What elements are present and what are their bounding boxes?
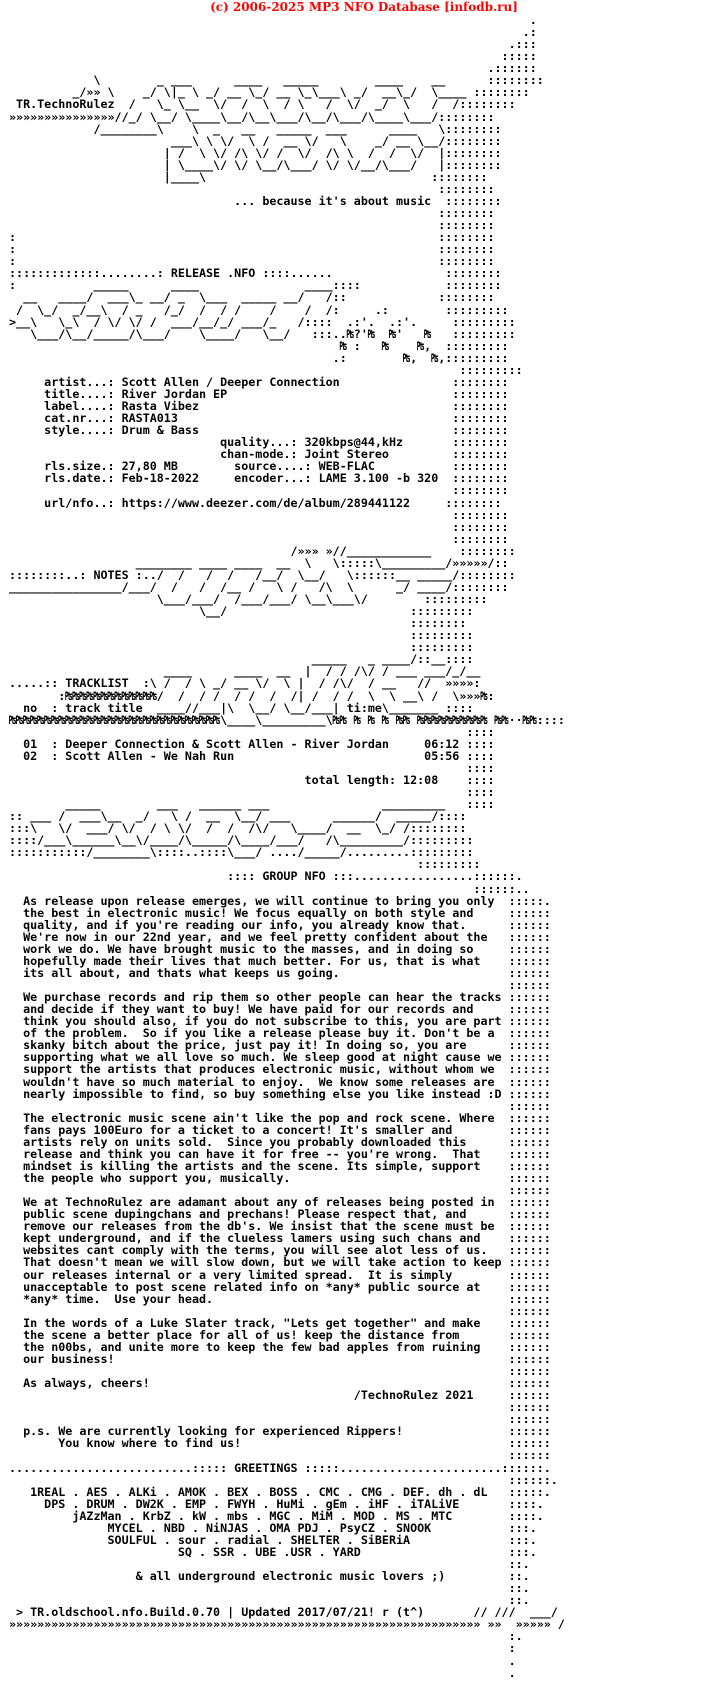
nfo-line: In the words of a Luke Slater track, "Lets get together" and make ::::::: [9, 1315, 551, 1330]
nfo-line: and decide if they want to buy! We have paid for our records and ::::::: [9, 1002, 551, 1017]
nfo-line: mindset is killing the artists and the scene. Its simple, support ::::::: [9, 1158, 551, 1173]
nfo-line: supporting what we all love so much. We sleep good at night cause we ::::::: [9, 1050, 551, 1065]
nfo-line: _____ ___ ______ ___ _________ ::::: [9, 797, 495, 812]
nfo-line: jAZzMan . KrbZ . kW . mbs . MGC . MiM . MOD . MS . MTC ::::.: [9, 1508, 544, 1523]
nfo-line: style....: Drum & Bass ::::::::: [9, 423, 509, 438]
nfo-line: rls.size.: 27,80 MB source....: WEB-FLAC ::::::::: [9, 459, 509, 474]
nfo-line: its all about, and thats what keeps us going. ::::::: [9, 965, 551, 980]
nfo-line: ::::::::: [9, 483, 509, 498]
nfo-line: | / \ \/ /\ \/ / \/ /\ \ / / \/ |::::::::: [9, 145, 502, 160]
nfo-line: /________\ \ _ __ _____ ___ ____ \::::::::: [9, 121, 502, 136]
nfo-line: MYCEL . NBD . NiNJAS . OMA PDJ . PsyCZ . SNOOK :::.: [9, 1520, 537, 1535]
nfo-line: :::\ \/ ___/ \/ / \ \/ / / /\/ \____/ __ \_/ /::::::::: [9, 821, 467, 836]
nfo-line: ::.: [9, 1557, 530, 1571]
nfo-line: __ ____/ ___\_ __/ _ \___ _____ __/ /:: ::::::::: [9, 290, 495, 305]
nfo-line: | \____\/ \/ \__/\___/ \/ \/__/\___/ |::::::::: [9, 157, 502, 172]
nfo-line: :: ___ / ___\__ _/ \ / __ \__/ ___ ______/ _____/::::: [9, 809, 467, 824]
nfo-line: artists rely on units sold. Since you probably downloaded this ::::::: [9, 1134, 551, 1149]
nfo-line: ____ ____ __ | / / /\/ / ___ ___/_/__: [9, 664, 481, 679]
nfo-line: ₧₧₧₧₧₧₧₧₧₧₧₧₧₧₧₧₧₧₧₧₧₧₧₧₧₧₧₧₧₧\____\_________\₧₧ ₧ ₧ ₧ ₧₧ ₧₧₧₧₧₧₧₧₧₧ ₧₧··₧₧::::: [9, 712, 565, 727]
nfo-line: /TechnoRulez 2021 ::::::: [9, 1388, 551, 1403]
nfo-line: That doesn't mean we will slow down, but we will take action to keep ::::::: [9, 1255, 551, 1270]
nfo-line: > TR.oldschool.nfo.Build.0.70 | Updated 2017/07/21! r (t^) // /// ___/: [9, 1605, 558, 1620]
nfo-line: websites cant comply with the terms, you will see alot less of us. ::::::: [9, 1243, 551, 1258]
nfo-line: ::::: [9, 760, 495, 775]
nfo-line: ::::::: [9, 1098, 551, 1113]
nfo-line: wouldn't have so much material to enjoy. We know some releases are ::::::: [9, 1074, 551, 1089]
nfo-line: ::::::: [9, 1448, 551, 1463]
nfo-line: cat.nr...: RASTA013 ::::::::: [9, 411, 509, 426]
nfo-line: _/»» \ _/ \|_ \ _/ __ \_/ __ \_\___\ _/ __\_/ \____ ::::::::: [9, 85, 530, 100]
nfo-line: & all underground electronic music lovers ;) ::.: [9, 1569, 530, 1584]
nfo-line: : _____ ____ ____:::: ::::::::: [9, 278, 502, 293]
nfo-line: ::::: [9, 785, 495, 799]
nfo-line: ::::::::: [9, 181, 495, 196]
nfo-line: SOULFUL . sour . radial . SHELTER . SiBERiA :::.: [9, 1532, 537, 1547]
nfo-line: >__\ \_\ / \/ \/ / ___/__/_/ ___/_ /:::: .:'. .:'. :::::::::: [9, 314, 516, 329]
nfo-line: ::::::: [9, 1183, 551, 1198]
nfo-line: our releases internal or a very limited spread. It is simply ::::::: [9, 1267, 551, 1282]
nfo-line: :: [9, 1641, 516, 1656]
nfo-line: ::::::..: [9, 881, 530, 896]
nfo-line: \___/\__/_____/\___/ \____/ \__/ :::..₧?'₧ ₧' ₧ :::::::::: [9, 326, 516, 341]
nfo-line: artist...: Scott Allen / Deeper Connection ::::::::: [9, 374, 509, 389]
nfo-line: chan-mode.: Joint Stereo ::::::::: [9, 447, 509, 462]
nfo-line: total length: 12:08 ::::: [9, 772, 495, 787]
nfo-line: We at TechnoRulez are adamant about any of releases being posted in ::::::: [9, 1195, 551, 1210]
nfo-line: : ::::::::: [9, 254, 495, 269]
nfo-line: We're now in our 22nd year, and we feel pretty confident about the ::::::: [9, 929, 551, 944]
nfo-line: :::::::::: [9, 362, 523, 377]
nfo-line: ___\ \ \/ \ / __ \/ \ _/ __ \__/::::::::: [9, 133, 502, 148]
nfo-line: rls.date.: Feb-18-2022 encoder...: LAME 3.100 -b 320 ::::::::: [9, 471, 509, 486]
nfo-line: »»»»»»»»»»»»»»»»»»»»»»»»»»»»»»»»»»»»»»»»»»»»»»»»»»»»»»»»»»»»»»»»»»» »» »»»»» /: [9, 1617, 565, 1632]
nfo-line: ::.: [9, 1593, 530, 1608]
nfo-line: ::::::: [9, 978, 551, 992]
nfo-line: ::::::::: [9, 519, 509, 534]
nfo-line: : ::::::::: [9, 230, 495, 245]
nfo-line: url/nfo..: https://www.deezer.com/de/album/289441122 ::::::::: [9, 495, 502, 510]
nfo-line: ::::::::: [9, 507, 509, 522]
nfo-line: ::::::::: [9, 531, 509, 546]
nfo-line: You know where to find us! ::::::: [9, 1436, 551, 1451]
nfo-line: :::::::::: [9, 857, 481, 872]
nfo-line: \ _ ___ ____ _____ ____ __ ::::::::: [9, 73, 544, 88]
nfo-line: of the problem. So if you like a release please buy it. Don't be a ::::::: [9, 1026, 551, 1041]
nfo-line: ::.: [9, 1581, 530, 1596]
nfo-line: hopefully made their lives that much better. For us, that is what ::::::: [9, 953, 551, 968]
nfo-line: \___/___/ /___/___/ \__\___\/ :::::::::: [9, 592, 488, 606]
nfo-line: unacceptable to post scene related info on *any* public source at ::::::: [9, 1279, 551, 1294]
nfo-line: DPS . DRUM . DW2K . EMP . FWYH . HuMi . gEm . iHF . iTALiVE ::::.: [9, 1496, 544, 1511]
nfo-line: / \_/ _/__\ / _ /_/ / / / / / /: .: :::::::::: [9, 302, 509, 317]
nfo-line: :::::::::: [9, 640, 474, 655]
nfo-line: :::::::::::/________\::::..::::\___/ ..../_____/.........:::::::::: [9, 845, 474, 860]
nfo-line: As release upon release emerges, we will continue to bring you only :::::.: [9, 893, 551, 908]
nfo-line: remove our releases from the db's. We insist that the scene must be ::::::: [9, 1219, 551, 1234]
nfo-line: 1REAL . AES . ALKi . AMOK . BEX . BOSS . CMC . CMG . DEF. dh . dL :::::.: [9, 1484, 551, 1499]
nfo-line: _____ _ ____/::__::::: [9, 652, 474, 667]
nfo-line: .::::::: [9, 61, 537, 76]
nfo-line: the scene a better place for all of us! keep the distance from ::::::: [9, 1327, 551, 1342]
nfo-line: quality, and if you're reading our info, you already know that. ::::::: [9, 917, 551, 932]
nfo-line: ::::::: [9, 1400, 551, 1415]
nfo-line: 02 : Scott Allen - We Nah Run 05:56 ::::: [9, 748, 495, 763]
nfo-line: ::::::.: [9, 1472, 558, 1487]
nfo-line: :.: [9, 1629, 523, 1644]
nfo-line: :::: GROUP NFO :::.................::::::.: [9, 869, 523, 884]
nfo-line: ________ ____ ____ __ \ \:::::\_________/»»»»»/::: [9, 555, 509, 570]
nfo-line: the people who support you, musically. ::::::: [9, 1171, 551, 1185]
nfo-line: 01 : Deeper Connection & Scott Allen - River Jordan 06:12 ::::: [9, 736, 495, 751]
nfo-line: ::::::::: [9, 616, 467, 631]
nfo-line: skanky bitch about the price, just pay it! In doing so, you are ::::::: [9, 1038, 551, 1053]
nfo-line: As always, cheers! ::::::: [9, 1376, 551, 1391]
nfo-line: We purchase records and rip them so other people can hear the tracks ::::::: [9, 990, 551, 1005]
nfo-line: .....:: TRACKLIST :\ / / \ _/ __ \/ \ | / /\/ / __ // »»»»:: [9, 676, 481, 691]
nfo-line: label....: Rasta Vibez ::::::::: [9, 399, 509, 413]
nfo-line: ::::/___\______\__\/____/\_____/\____/___/ /\_________/:::::::::: [9, 833, 474, 848]
nfo-line: .: [9, 1665, 516, 1680]
nfo-line: .: ₧, ₧,:::::::::: [9, 350, 509, 365]
nfo-line: :::::::::::::........: RELEASE .NFO ::::...... ::::::::: [9, 266, 502, 281]
nfo-line: The electronic music scene ain't like the pop and rock scene. Where ::::::: [9, 1110, 551, 1125]
nfo-line: |____\ ::::::::: [9, 169, 488, 184]
nfo-line: .:: [9, 25, 537, 40]
nfo-line: : ::::::::: [9, 242, 495, 257]
nfo-line: .:::: [9, 37, 537, 52]
nfo-line: our business! ::::::: [9, 1351, 551, 1366]
nfo-line: nearly impossible to find, so buy something else you like instead :D ::::::: [9, 1086, 551, 1101]
nfo-line: the n00bs, and unite more to keep the few bad apples from ruining ::::::: [9, 1339, 551, 1354]
nfo-line: ::::::: [9, 1412, 551, 1427]
nfo-line: think you should also, if you do not subscribe to this, you are part ::::::: [9, 1014, 551, 1029]
nfo-line: fans pays 100Euro for a ticket to a concert! It's smaller and ::::::: [9, 1122, 551, 1137]
nfo-line: quality...: 320kbps@44,kHz ::::::::: [9, 435, 509, 450]
nfo-line: ::::::: [9, 1364, 551, 1378]
nfo-line: ::::::::..: NOTES :../ / / / /__/ \__/ \::::::__ _____/::::::::: [9, 567, 516, 582]
nfo-line: the best in electronic music! We focus equally on both style and ::::::: [9, 905, 551, 920]
nfo-line: TR.TechnoRulez / \_ \__ \/ / \ / \ / \/ _/ \ / /::::::::: [9, 97, 516, 112]
nfo-line: ________________/___/ / / /__ / \ / /\ \ _/ ____/::::::::: [9, 579, 509, 594]
copyright-header: (c) 2006-2025 MP3 NFO Database [infodb.ru]: [210, 0, 518, 14]
nfo-line: ::::::::: [9, 206, 495, 220]
nfo-line: kept underground, and if the clueless lamers using such chans and ::::::: [9, 1231, 551, 1246]
nfo-line: .: [9, 13, 537, 27]
nfo-text: [9, 14, 565, 1679]
nfo-line: SQ . SSR . UBE .USR . YARD :::.: [9, 1544, 537, 1559]
nfo-line: release and think you can have it for free -- you're wrong. That ::::::: [9, 1146, 551, 1161]
nfo-line: support the artists that produces electronic music, without whom we ::::::: [9, 1062, 551, 1077]
nfo-line: p.s. We are currently looking for experienced Rippers! ::::::: [9, 1424, 551, 1439]
nfo-line: title....: River Jordan EP ::::::::: [9, 386, 509, 401]
nfo-line: no : track title ____//___|\ \__/ \__/___| ti:me\_______ ::::: [9, 700, 474, 715]
nfo-line: ₧ : ₧ ₧, :::::::::: [9, 338, 509, 353]
nfo-line: ::::::::: [9, 218, 495, 233]
nfo-line: .: [9, 1653, 516, 1668]
nfo-line: ..........................::::: GREETINGS :::::.......................::::::.: [9, 1460, 551, 1475]
nfo-line: :::::: [9, 49, 537, 64]
nfo-line: »»»»»»»»»»»»»»»//_/ \__/ \____\__/\__\___/\__/\___/\____\___/::::::::: [9, 109, 495, 124]
nfo-line: ... because it's about music ::::::::: [9, 193, 502, 208]
nfo-line: :₧₧₧₧₧₧₧₧₧₧₧₧₧/ / / / / / / /| / / / \ \ __\ / \»»»₧:: [9, 688, 495, 703]
nfo-line: ::::::: [9, 1303, 551, 1318]
nfo-line: /»»» »//____________ ::::::::: [9, 543, 516, 558]
nfo-line: ::::: [9, 724, 495, 739]
nfo-line: :::::::::: [9, 628, 474, 643]
nfo-line: public scene dupingchans and prechans! Please respect that, and ::::::: [9, 1207, 551, 1222]
nfo-line: \__/ :::::::::: [9, 604, 474, 619]
nfo-line: *any* time. Use your head. ::::::: [9, 1291, 551, 1306]
nfo-line: work we do. We have brought music to the masses, and in doing so ::::::: [9, 941, 551, 956]
